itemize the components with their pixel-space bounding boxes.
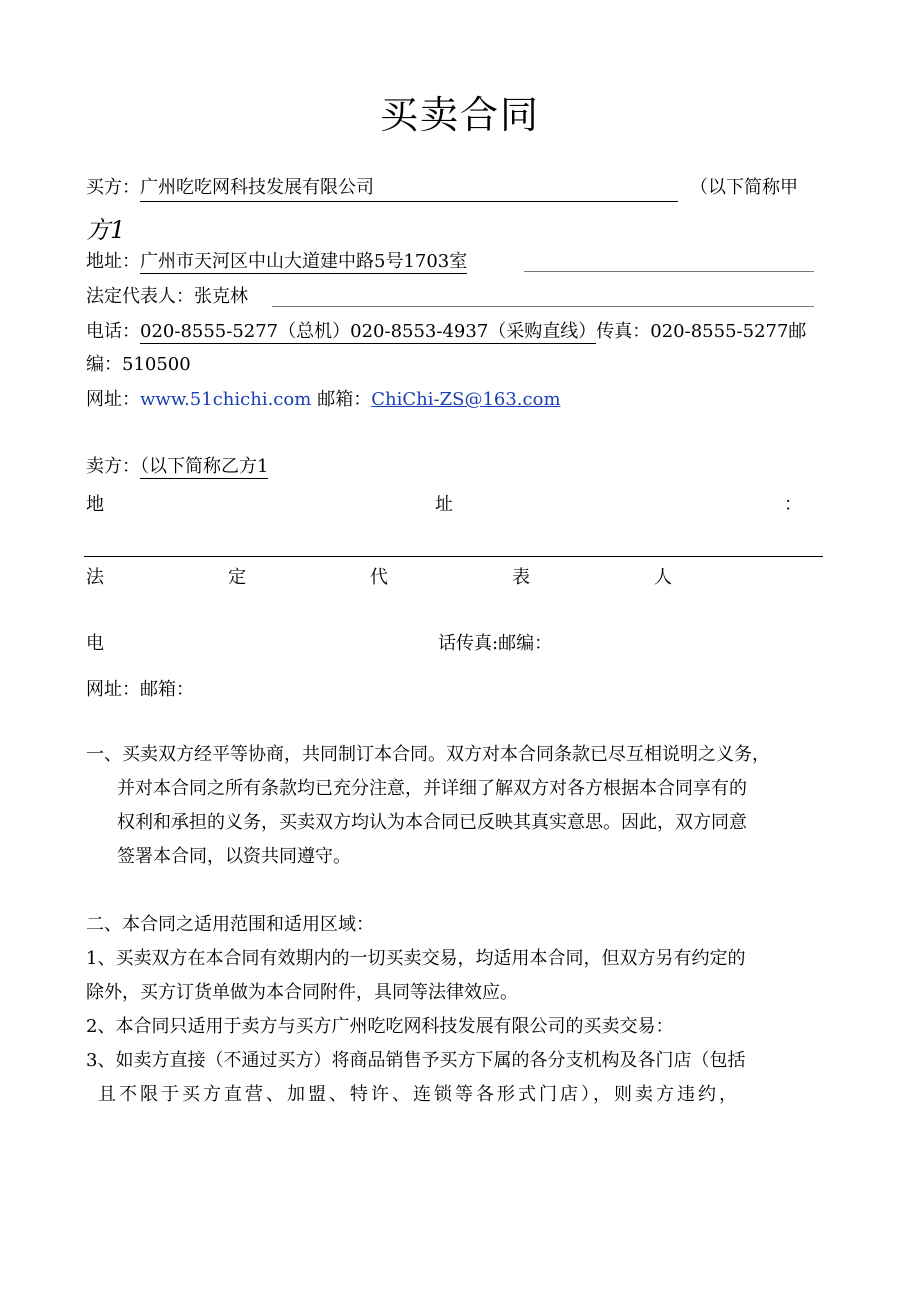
seller-phone-char: 电 bbox=[86, 633, 104, 654]
seller-rep-char-4: 表 bbox=[512, 567, 530, 588]
seller-address-char-2: 址 bbox=[435, 494, 453, 515]
buyer-website-link[interactable]: www.51chichi.com bbox=[140, 389, 312, 410]
seller-rep-char-5: 人 bbox=[654, 567, 672, 588]
buyer-address-label: 地址： bbox=[86, 251, 140, 272]
buyer-phone-line bbox=[86, 320, 806, 344]
buyer-mail-label: 邮箱： bbox=[317, 389, 372, 410]
buyer-web-label: 网址： bbox=[86, 389, 140, 410]
seller-address-line bbox=[86, 490, 802, 516]
seller-label: 卖方： bbox=[86, 456, 140, 477]
buyer-rep: 张克林 bbox=[194, 286, 248, 307]
buyer-abbrev: （以下简称甲 bbox=[690, 177, 798, 198]
address-fill-rule bbox=[524, 271, 814, 272]
seller-rep-char-3: 代 bbox=[370, 567, 388, 588]
buyer-rep-label: 法定代表人： bbox=[86, 286, 194, 307]
buyer-address-line bbox=[86, 250, 467, 274]
buyer-phone-purchase: 020-8553-4937（采购直线） bbox=[350, 321, 597, 342]
buyer-fax-label: 传真： bbox=[596, 321, 651, 342]
buyer-line bbox=[86, 176, 798, 202]
seller-line bbox=[86, 455, 268, 479]
seller-rep-char-2: 定 bbox=[228, 567, 246, 588]
seller-address-colon: ： bbox=[784, 494, 802, 515]
buyer-phone-main: 020-8555-5277（总机） bbox=[140, 321, 351, 342]
buyer-zip: 510500 bbox=[122, 354, 191, 375]
clause-one-line-4: 签署本合同，以资共同遵守。 bbox=[117, 846, 351, 867]
buyer-zip-label-a: 邮 bbox=[788, 321, 807, 342]
buyer-email-link[interactable]: ChiChi-ZS@163.com bbox=[371, 389, 561, 410]
buyer-address: 广州市天河区中山大道建中路5号1703室 bbox=[140, 251, 468, 272]
seller-abbrev: （以下简称乙方1 bbox=[140, 456, 269, 477]
clause-two-item1-line-2: 除外，买方订货单做为本合同附件，具同等法律效应。 bbox=[86, 982, 518, 1003]
clause-two-item3-line-1: 3、如卖方直接（不通过买方）将商品销售予买方下属的各分支机构及各门店（包括 bbox=[86, 1050, 746, 1071]
seller-address-char-1: 地 bbox=[86, 494, 104, 515]
clause-one-line-1: 一、买卖双方经平等协商，共同制订本合同。双方对本合同条款已尽互相说明之义务， bbox=[86, 744, 770, 765]
buyer-fax: 020-8555-5277 bbox=[650, 321, 789, 342]
clause-one-line-2: 并对本合同之所有条款均已充分注意，并详细了解双方对各方根据本合同享有的 bbox=[117, 778, 747, 799]
buyer-name: 广州吃吃网科技发展有限公司 bbox=[140, 176, 678, 202]
seller-address-rule bbox=[84, 556, 823, 557]
buyer-rep-line bbox=[86, 285, 248, 309]
buyer-label: 买方： bbox=[86, 177, 140, 198]
clause-two-item2: 2、本合同只适用于卖方与买方广州吃吃网科技发展有限公司的买卖交易： bbox=[86, 1016, 674, 1037]
seller-rep-line bbox=[86, 563, 672, 589]
page-title: 买卖合同 bbox=[379, 93, 540, 137]
clause-two-item1-line-1: 1、买卖双方在本合同有效期内的一切买卖交易，均适用本合同，但双方另有约定的 bbox=[86, 948, 746, 969]
rep-fill-rule bbox=[272, 306, 814, 307]
seller-phone-rest: 话传真:邮编： bbox=[438, 633, 553, 654]
buyer-abbrev-cont: 方1 bbox=[86, 216, 126, 244]
seller-web-mail: 网址：邮箱： bbox=[86, 679, 194, 700]
clause-one-line-3: 权利和承担的义务，买卖双方均认为本合同已反映其真实意思。因此，双方同意 bbox=[117, 812, 747, 833]
clause-two-item3-line-2: 且不限于买方直营、加盟、特许、连锁等各形式门店），则卖方违约， bbox=[98, 1084, 740, 1105]
clause-two-heading: 二、本合同之适用范围和适用区域： bbox=[86, 914, 374, 935]
buyer-web-line bbox=[86, 388, 561, 412]
seller-rep-char-1: 法 bbox=[86, 567, 104, 588]
buyer-zip-label-b: 编： bbox=[86, 354, 122, 375]
buyer-phone-label: 电话： bbox=[86, 321, 140, 342]
buyer-zip-line bbox=[86, 353, 191, 377]
